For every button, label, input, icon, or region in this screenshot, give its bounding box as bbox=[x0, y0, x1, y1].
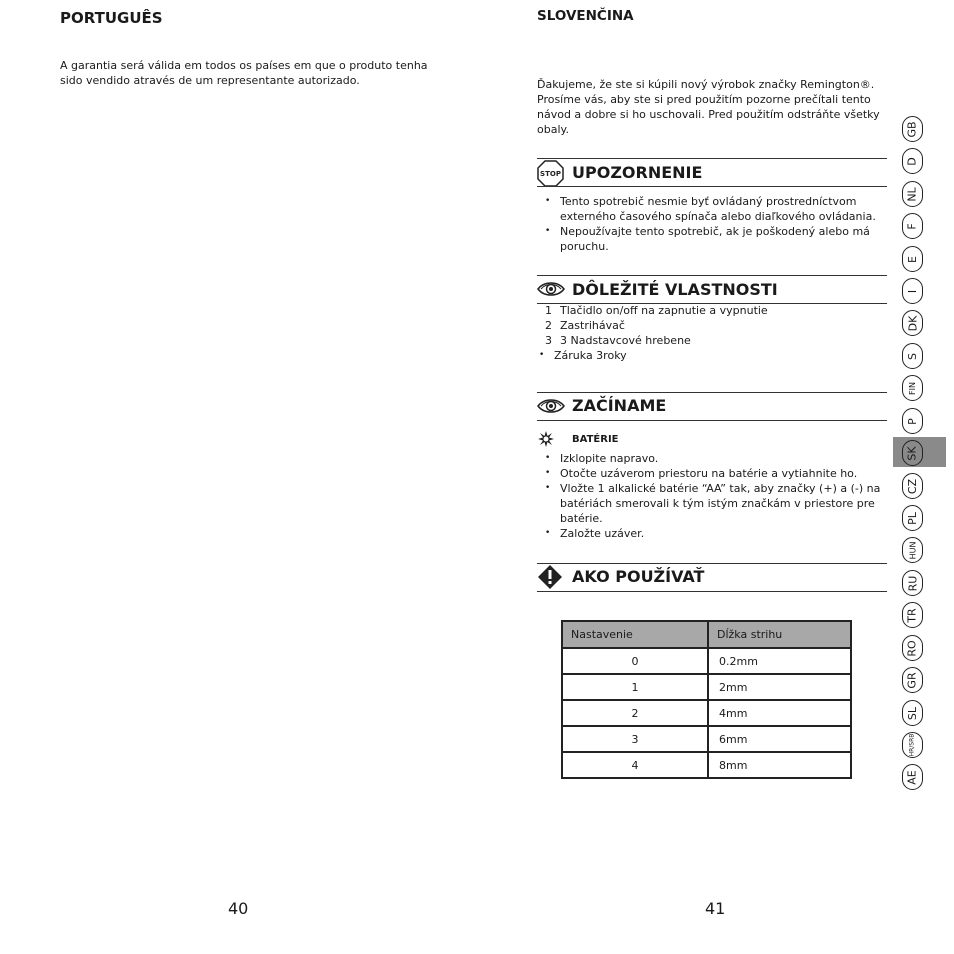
list-item: • Tento spotrebič nesmie byť ovládaný prostredníctvom externého časového spínača alebo diaľkového ovládania. bbox=[537, 194, 882, 224]
left-page-paragraph: A garantia será válida em todos os países em que o produto tenha sido vendido através de um representante autorizado. bbox=[60, 59, 428, 87]
section-rule-bottom bbox=[537, 420, 887, 421]
exclamation-icon bbox=[537, 564, 563, 594]
list-item: • Záruka 3roky bbox=[531, 348, 876, 363]
table-cell: 0 bbox=[562, 648, 708, 674]
tab-ae[interactable]: AE bbox=[902, 764, 923, 790]
list-item: • Založte uzáver. bbox=[537, 526, 882, 541]
tab-sk[interactable]: SK bbox=[902, 440, 923, 466]
warning-list bbox=[537, 194, 882, 254]
tab-e[interactable]: E bbox=[902, 246, 923, 272]
tab-sl[interactable]: SL bbox=[902, 700, 923, 726]
tab-dk[interactable]: DK bbox=[902, 310, 923, 336]
table-row bbox=[562, 700, 851, 726]
settings-table bbox=[561, 620, 852, 779]
features-title: DÔLEŽITÉ VLASTNOSTI bbox=[572, 280, 778, 299]
table-cell: 2 bbox=[562, 700, 708, 726]
warning-title: UPOZORNENIE bbox=[572, 163, 703, 182]
section-rule-top bbox=[537, 275, 887, 276]
right-page-number: 41 bbox=[705, 899, 726, 918]
table-row bbox=[562, 674, 851, 700]
tab-tr[interactable]: TR bbox=[902, 602, 923, 628]
list-item: • Otočte uzáverom priestoru na batérie a vytiahnite ho. bbox=[537, 466, 882, 481]
tab-f[interactable]: F bbox=[902, 213, 923, 239]
table-cell: 0.2mm bbox=[708, 648, 851, 674]
tab-d[interactable]: D bbox=[902, 148, 923, 174]
table-cell: 4 bbox=[562, 752, 708, 778]
list-item: • Nepoužívajte tento spotrebič, ak je poškodený alebo má poruchu. bbox=[537, 224, 882, 254]
left-page-title: PORTUGUÊS bbox=[60, 9, 163, 27]
tab-pl[interactable]: PL bbox=[902, 505, 923, 531]
list-item: 2 Zastrihávač bbox=[545, 319, 625, 332]
batteries-subtitle: BATÉRIE bbox=[572, 434, 619, 445]
tab-fin[interactable]: FIN bbox=[902, 375, 923, 401]
table-cell: 6mm bbox=[708, 726, 851, 752]
stop-icon-text: STOP bbox=[540, 170, 561, 178]
battery-burst-icon bbox=[538, 431, 554, 451]
left-page-number: 40 bbox=[228, 899, 249, 918]
tab-hr-srb[interactable]: HR/SRB bbox=[902, 732, 923, 758]
list-item: 1 Tlačidlo on/off na zapnutie a vypnutie bbox=[545, 304, 768, 317]
tab-s[interactable]: S bbox=[902, 343, 923, 369]
table-cell: 4mm bbox=[708, 700, 851, 726]
list-item: • Vložte 1 alkalické batérie “AA” tak, aby značky (+) a (-) na batériách smerovali k tým istým značkám v priestore pre batérie. bbox=[537, 481, 882, 526]
tab-ro[interactable]: RO bbox=[902, 635, 923, 661]
column-header-setting: Nastavenie bbox=[562, 621, 708, 648]
section-rule-bottom bbox=[537, 186, 887, 187]
table-cell: 2mm bbox=[708, 674, 851, 700]
tab-cz[interactable]: CZ bbox=[902, 473, 923, 499]
tab-gr[interactable]: GR bbox=[902, 667, 923, 693]
eye-icon bbox=[537, 397, 565, 419]
getting-started-title: ZAČÍNAME bbox=[572, 396, 667, 415]
list-item: 3 3 Nadstavcové hrebene bbox=[545, 334, 691, 347]
tab-i[interactable]: I bbox=[902, 278, 923, 304]
features-bullet bbox=[531, 348, 876, 363]
section-rule-top bbox=[537, 158, 887, 159]
table-row bbox=[562, 752, 851, 778]
right-page-title: SLOVENČINA bbox=[537, 8, 634, 24]
features-list bbox=[537, 303, 882, 348]
section-rule-top bbox=[537, 563, 887, 564]
tab-gb[interactable]: GB bbox=[902, 116, 923, 142]
table-cell: 3 bbox=[562, 726, 708, 752]
tab-p[interactable]: P bbox=[902, 408, 923, 434]
table-cell: 8mm bbox=[708, 752, 851, 778]
how-to-use-title: AKO POUŽÍVAŤ bbox=[572, 567, 705, 586]
list-item: • Izklopite napravo. bbox=[537, 451, 882, 466]
eye-icon bbox=[537, 280, 565, 302]
table-row bbox=[562, 648, 851, 674]
tab-ru[interactable]: RU bbox=[902, 570, 923, 596]
table-cell: 1 bbox=[562, 674, 708, 700]
column-header-length: Dĺžka strihu bbox=[708, 621, 851, 648]
table-row bbox=[562, 726, 851, 752]
getting-started-list bbox=[537, 451, 882, 541]
section-rule-bottom bbox=[537, 591, 887, 592]
tab-nl[interactable]: NL bbox=[902, 181, 923, 207]
section-rule-top bbox=[537, 392, 887, 393]
tab-hun[interactable]: HUN bbox=[902, 537, 923, 563]
intro-paragraph: Ďakujeme, že ste si kúpili nový výrobok značky Remington®. Prosíme vás, aby ste si pred použitím pozorne prečítali tento návod a dobre si ho uschovali. Pred použitím odstráňte všetky obaly. bbox=[537, 78, 880, 136]
table-header-row bbox=[562, 621, 851, 648]
